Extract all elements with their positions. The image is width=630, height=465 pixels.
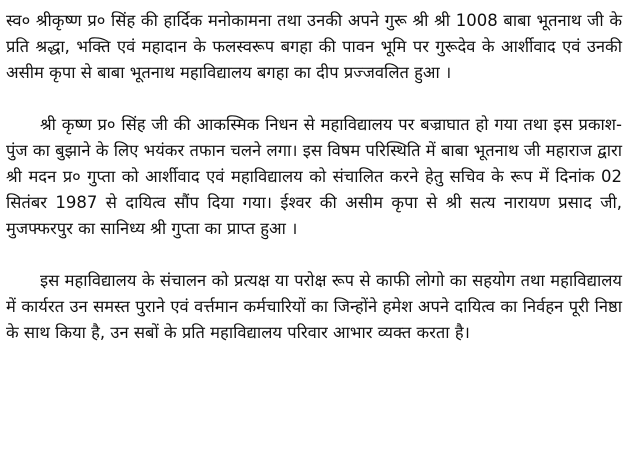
- paragraph-spacer: [6, 242, 622, 268]
- paragraph-succession: श्री कृष्ण प्र० सिंह जी की आकस्मिक निधन से महाविद्यालय पर बज्राघात हो गया तथा इस प्रकाश-पुंज का बुझाने के लिए भयंकर तफान चलने लगा। इस विषम परिस्थिति में बाबा भूतनाथ जी महाराज द्वारा श्री मदन प्र० गुप्ता को आर्शीवाद एवं महाविद्यालय को संचालित करने हेतु सचिव के रूप में दिनांक 02 सितंबर 1987 से दायित्व सौंप दिया गया। ईश्वर की असीम कृपा से श्री सत्य नारायण प्रसाद जी, मुजफ्फरपुर का सानिध्य श्री गुप्ता का प्राप्त हुआ ।: [6, 115, 622, 238]
- paragraph-acknowledgement: इस महाविद्यालय के संचालन को प्रत्यक्ष या परोक्ष रूप से काफी लोगो का सहयोग तथा महाविद्यालय में कार्यरत उन समस्त पुराने एवं वर्त्तमान कर्मचारियों का जिन्होंने हमेश अपने दायित्व का निर्वहन पूरी निष्ठा के साथ किया है, उन सबों के प्रति महाविद्यालय परिवार आभार व्यक्त करता है।: [6, 271, 622, 342]
- paragraph-intro: स्व० श्रीकृष्ण प्र० सिंह की हार्दिक मनोकामना तथा उनकी अपने गुरू श्री श्री 1008 बाबा भूतनाथ जी के प्रति श्रद्धा, भक्ति एवं महादान के फलस्वरूप बगहा की पावन भूमि पर गुरूदेव के आर्शीवाद एवं उनकी असीम कृपा से बाबा भूतनाथ महाविद्यालय बगहा का दीप प्रज्जवलित हुआ ।: [6, 11, 622, 82]
- paragraph-spacer: [6, 86, 622, 112]
